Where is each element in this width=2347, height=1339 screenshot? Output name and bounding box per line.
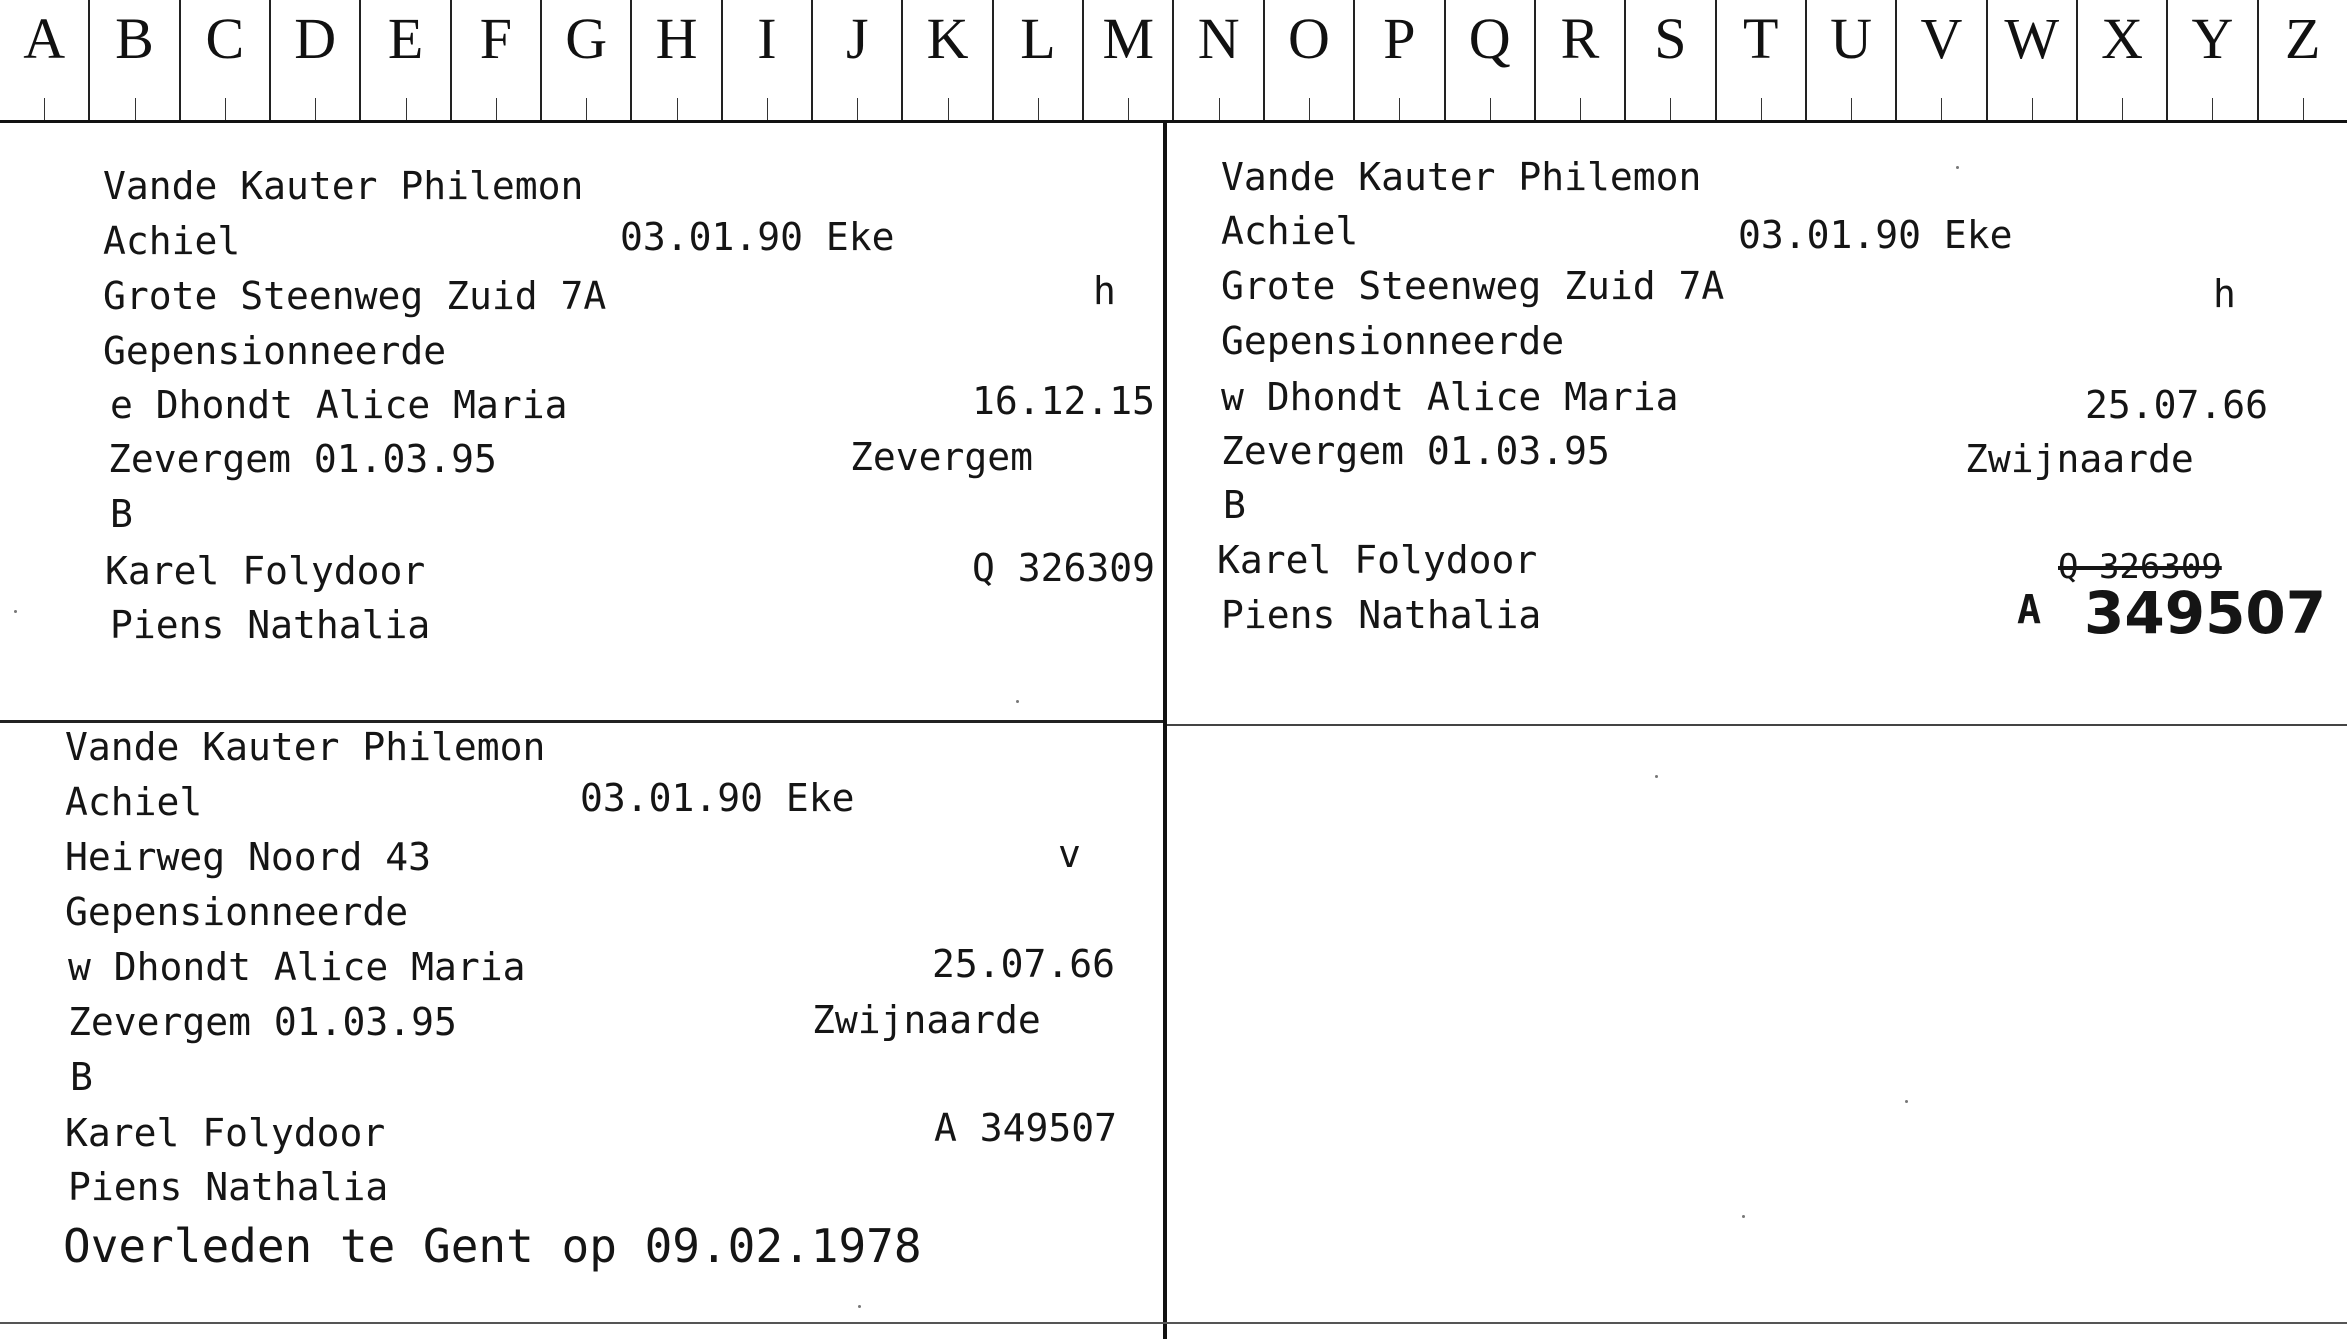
scan-speck [1655,775,1658,778]
card3-profession: Gepensionneerde [65,890,409,934]
alphabet-letter-u: U [1807,0,1897,120]
alphabet-letter-n: N [1174,0,1264,120]
alphabet-letter-r: R [1536,0,1626,120]
bottom-divider [0,1322,2347,1324]
alphabet-letter-j: J [813,0,903,120]
scan-speck [14,610,17,613]
alphabet-letter-o: O [1265,0,1355,120]
card3-code: B [70,1055,93,1099]
card2-name: Vande Kauter Philemon [1221,155,1702,199]
scan-speck [858,1305,861,1308]
alphabet-letter-y: Y [2168,0,2258,120]
alphabet-letter-l: L [994,0,1084,120]
card1-first-name: Achiel [103,219,241,263]
alphabet-letter-p: P [1355,0,1445,120]
alphabet-letter-v: V [1897,0,1987,120]
card1-clerk: Piens Nathalia [110,603,431,647]
card2-birth: 03.01.90 Eke [1738,213,2013,257]
card1-profession: Gepensionneerde [103,329,447,373]
alphabet-letter-i: I [723,0,813,120]
card3-spouse: w Dhondt Alice Maria [68,945,526,989]
alphabet-letter-f: F [452,0,542,120]
alphabet-letter-a: A [0,0,90,120]
card3-first-name: Achiel [65,780,203,824]
card3-registration: Zevergem 01.03.95 [68,1000,457,1044]
alphabet-letter-d: D [271,0,361,120]
card2-stamp-number: 349507 [2084,579,2327,647]
card1-birth: 03.01.90 Eke [620,215,895,259]
alphabet-letter-s: S [1626,0,1716,120]
card1-spouse-date: 16.12.15 [972,379,1156,423]
card2-old-number-struck: Q 326309 [2058,547,2222,587]
card2-registration: Zevergem 01.03.95 [1221,429,1610,473]
alphabet-letter-z: Z [2259,0,2347,120]
card2-address: Grote Steenweg Zuid 7A [1221,264,1725,308]
alphabet-letter-e: E [361,0,451,120]
alphabet-letter-k: K [903,0,993,120]
card1-status-letter: h [1093,269,1116,313]
alphabet-letter-c: C [181,0,271,120]
scan-speck [1016,700,1019,703]
card2-spouse: w Dhondt Alice Maria [1221,375,1679,419]
scan-speck [1905,1100,1908,1103]
scan-speck [1956,166,1959,169]
horizontal-divider-right [1167,724,2347,726]
record-card-3 [0,723,1163,1322]
card2-registration-place: Zwijnaarde [1965,437,2194,481]
card1-address: Grote Steenweg Zuid 7A [103,274,607,318]
card1-official: Karel Folydoor [105,549,426,593]
card2-profession: Gepensionneerde [1221,319,1565,363]
card3-clerk: Piens Nathalia [68,1165,389,1209]
card2-first-name: Achiel [1221,209,1359,253]
card3-death-note: Overleden te Gent op 09.02.1978 [63,1219,922,1273]
card1-number: Q 326309 [972,546,1156,590]
card3-name: Vande Kauter Philemon [65,725,546,769]
alphabet-letter-q: Q [1446,0,1536,120]
card3-number: A 349507 [934,1106,1118,1150]
alphabet-letter-m: M [1084,0,1174,120]
alphabet-letter-h: H [632,0,722,120]
card3-official: Karel Folydoor [65,1111,386,1155]
card3-spouse-date: 25.07.66 [932,942,1116,986]
card1-registration: Zevergem 01.03.95 [108,437,497,481]
card1-registration-place: Zevergem [850,435,1034,479]
alphabet-index-bar [0,0,2347,123]
card2-clerk: Piens Nathalia [1221,593,1542,637]
alphabet-letter-x: X [2078,0,2168,120]
record-card-1 [0,122,1163,720]
card2-status-letter: h [2213,272,2236,316]
card3-status-letter: v [1058,832,1081,876]
alphabet-letter-t: T [1717,0,1807,120]
card2-official: Karel Folydoor [1217,538,1538,582]
card1-spouse: e Dhondt Alice Maria [110,383,568,427]
record-card-2 [1167,122,2347,724]
card2-spouse-date: 25.07.66 [2085,383,2269,427]
card2-code: B [1223,483,1246,527]
card3-address: Heirweg Noord 43 [65,835,432,879]
scan-speck [1742,1215,1745,1218]
card3-birth: 03.01.90 Eke [580,776,855,820]
alphabet-letter-g: G [542,0,632,120]
alphabet-letter-b: B [90,0,180,120]
card2-stamp-prefix: A [2017,587,2042,633]
card1-code: B [110,492,133,536]
alphabet-letter-w: W [1988,0,2078,120]
card1-name: Vande Kauter Philemon [103,164,584,208]
card3-registration-place: Zwijnaarde [812,998,1041,1042]
